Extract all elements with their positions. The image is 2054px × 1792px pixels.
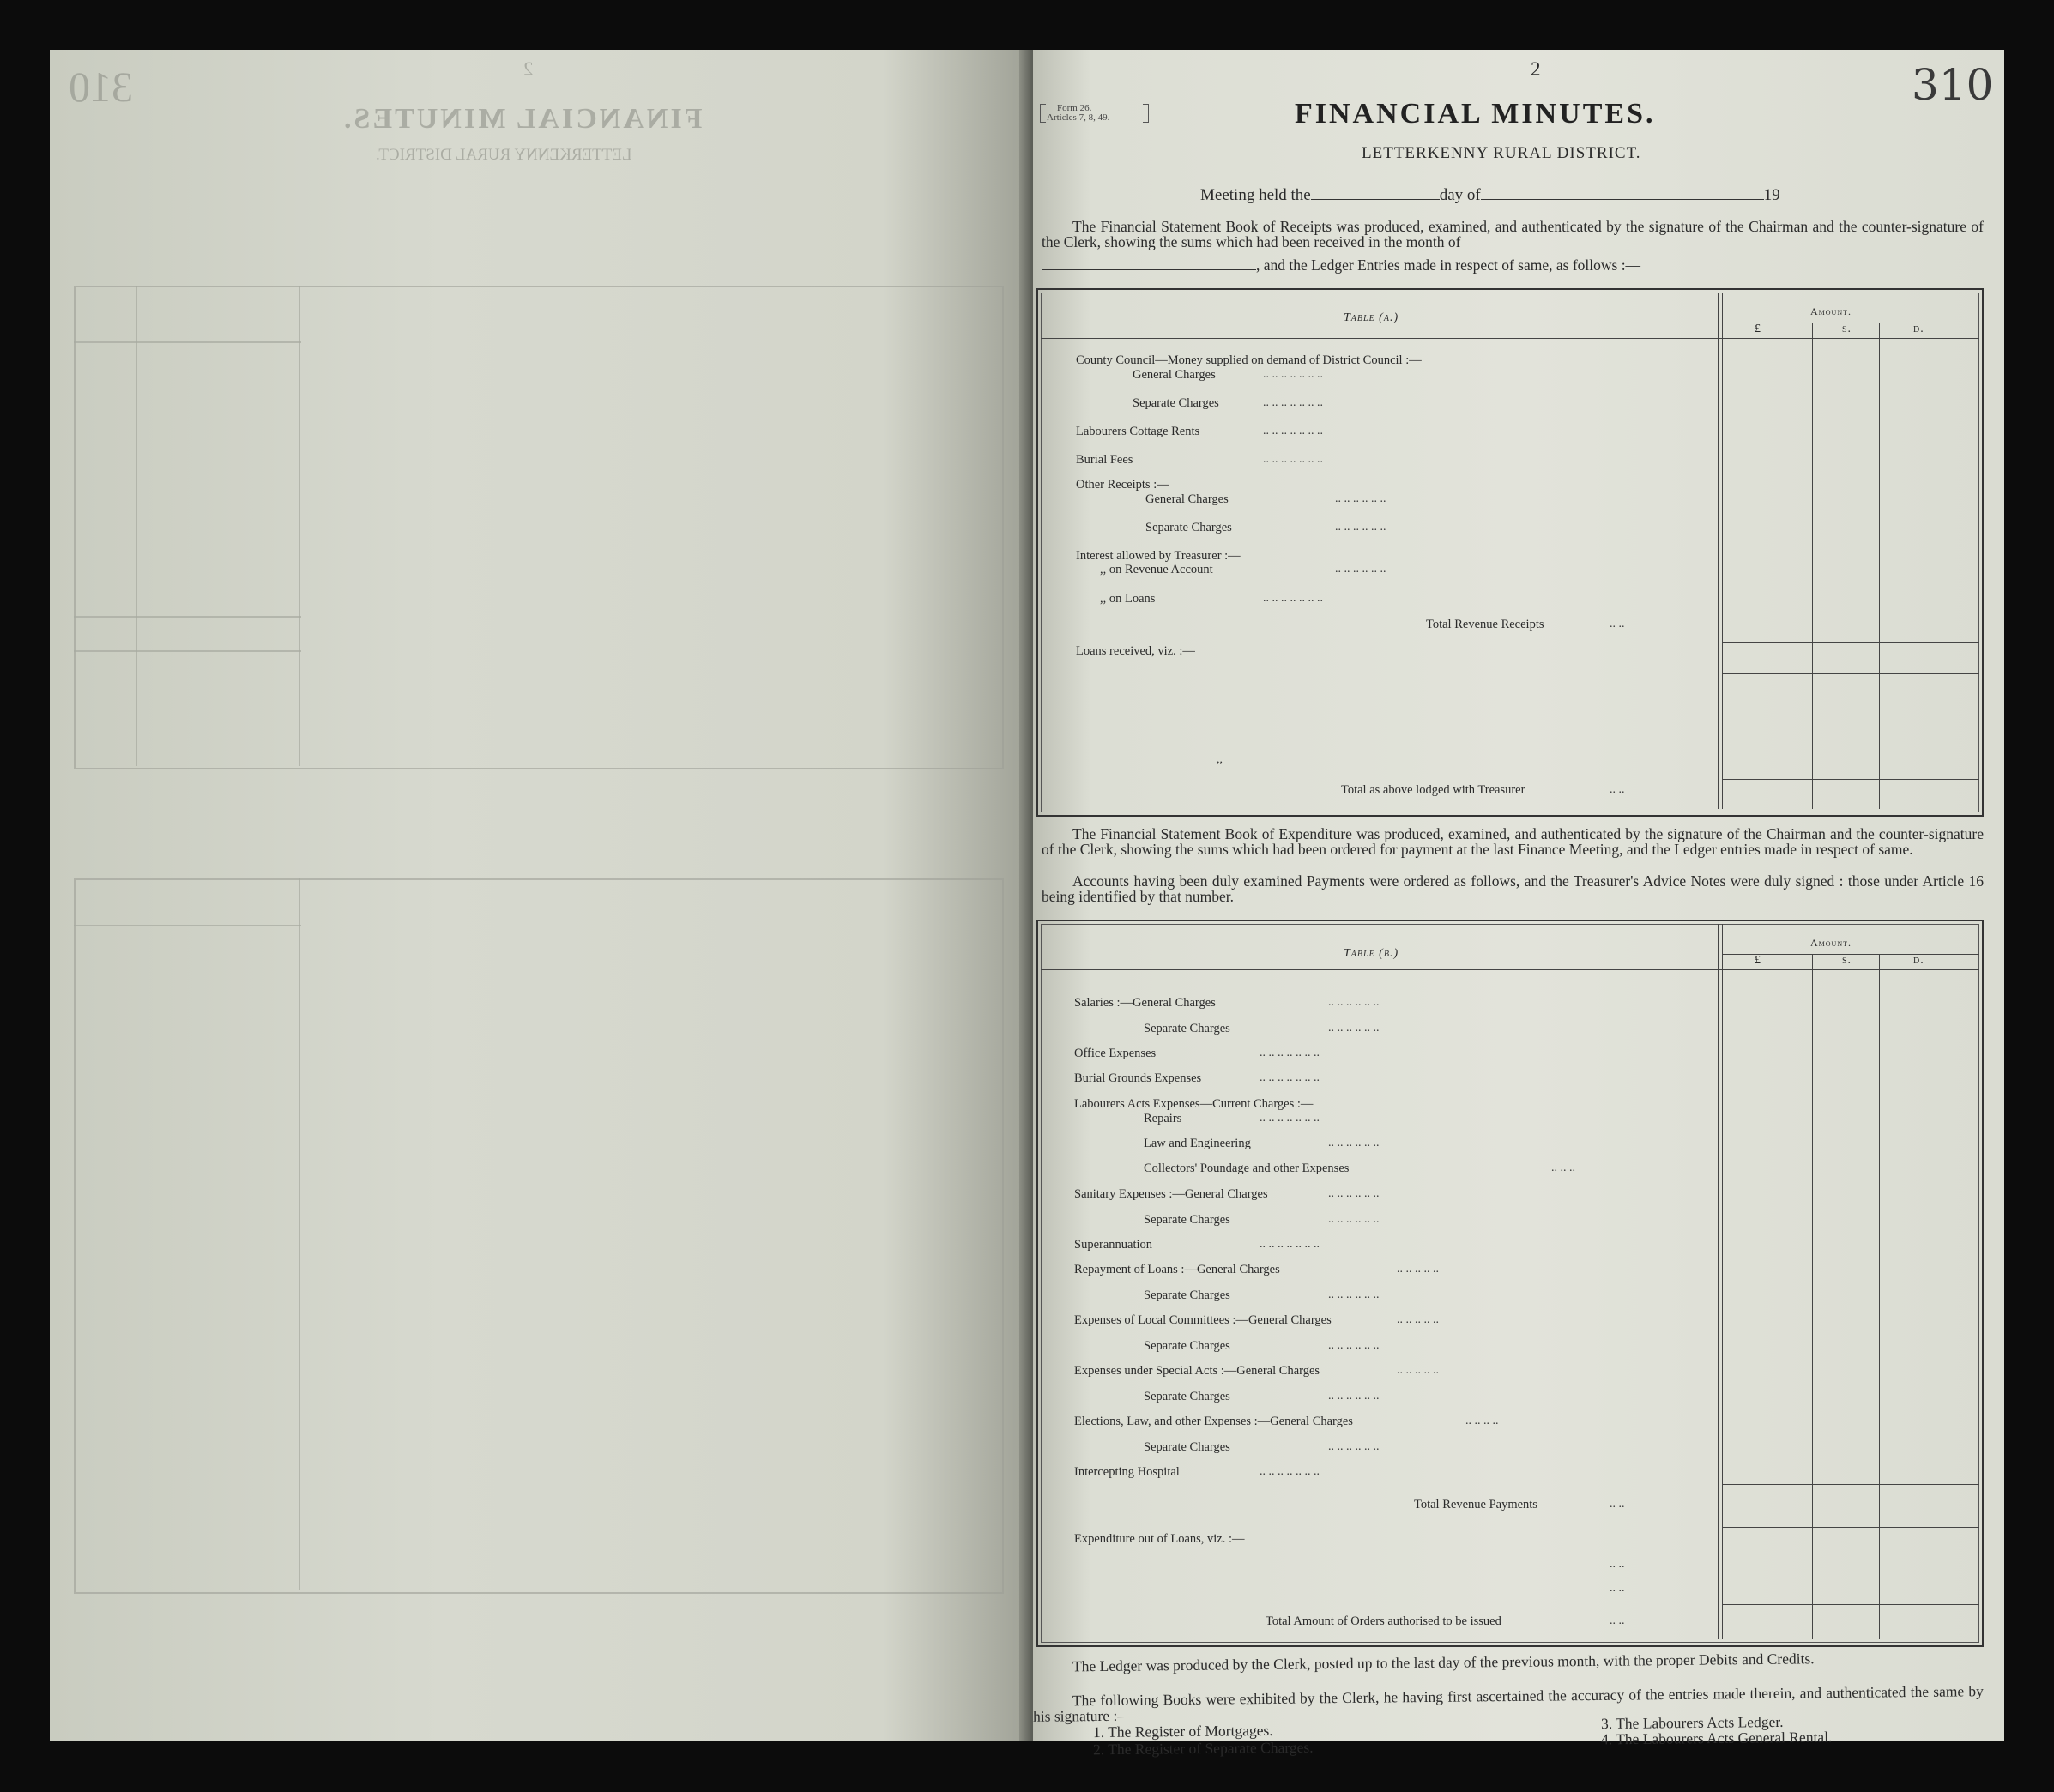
table-b-row: Separate Charges xyxy=(1144,1022,1230,1035)
table-a-pence-header: d. xyxy=(1913,323,1924,335)
table-a-leader: ,, xyxy=(1217,753,1223,766)
table-b-row: Repairs xyxy=(1144,1112,1182,1125)
table-a-row: General Charges xyxy=(1133,368,1216,382)
table-b-pence-header: d. xyxy=(1913,954,1924,967)
table-b: Table (b.) Amount. £ s. d. Salaries :—General Charges .. .. .. .. .. .. Separate Charges .. .. .. .. .. .. Office Expenses .. .. .. .. .. .. .. Burial Grounds Expenses .. .. .. .. .. .. .. Labourers Acts Expenses—Current Charges :— Repairs .. .. .. .. .. .. .. Law and Engineering .. .. .. .. .. .. Collectors' Poundage and other Expenses .. .. .. Sanitary Expenses :—General Charges .. .. .. .. .. .. Separate Charges .. .. .. .. .. .. Superannuation .. .. .. .. .. .. .. Repayment of Loans :—General Charges .. .. .. .. .. Separate Charges .. .. .. .. .. .. Expenses of Local Committees :—General Charges .. .. .. .. .. Separate Charges .. .. .. .. .. .. Expenses under Special Acts :—General Charges .. .. .. .. .. Separate Charges .. .. .. .. .. .. Elections, Law, and other Expenses :—General Charges .. .. .. .. Separate Charges .. .. .. .. .. .. Intercepting Hospital .. .. .. .. .. .. .. Total Revenue Payments .. .. Expenditure out of Loans, viz. :— .. .. .. .. Total Amount of Orders authorised to be issued .. .. xyxy=(1036,920,1984,1647)
meeting-year-blank[interactable] xyxy=(1780,186,1784,200)
form-reference xyxy=(1047,104,1109,123)
total-lodged-with-treasurer: Total as above lodged with Treasurer xyxy=(1341,783,1525,797)
expenditure-out-of-loans: Expenditure out of Loans, viz. :— xyxy=(1074,1532,1245,1546)
table-a-leader: .. .. .. .. .. .. .. xyxy=(1263,368,1323,381)
total-orders-authorised: Total Amount of Orders authorised to be issued xyxy=(1266,1614,1501,1628)
right-page xyxy=(1033,50,2004,1759)
table-a xyxy=(1036,288,1984,817)
meeting-year: 19 xyxy=(1763,186,1780,204)
table-a-leader: .. .. .. .. .. .. .. xyxy=(1263,592,1323,605)
table-b-row: Collectors' Poundage and other Expenses xyxy=(1144,1161,1350,1175)
left-page-number-ghost: 310 xyxy=(69,63,133,111)
table-b-pounds-header: £ xyxy=(1755,954,1761,967)
table-a-leader: .. .. .. .. .. .. .. xyxy=(1263,453,1323,466)
meeting-day-of: day of xyxy=(1439,186,1481,204)
form-articles: Articles 7, 8, 49. xyxy=(1047,112,1110,123)
table-b-row: Separate Charges xyxy=(1144,1390,1230,1403)
total-revenue-payments: Total Revenue Payments xyxy=(1414,1498,1537,1511)
table-a-row: General Charges xyxy=(1145,492,1229,506)
left-table-a-ghost xyxy=(74,286,1004,769)
table-a-row: Separate Charges xyxy=(1133,396,1219,410)
page-heading: FINANCIAL MINUTES. xyxy=(1295,98,1656,130)
table-b-title: Table (b.) xyxy=(1344,947,1399,960)
left-heading-ghost: FINANCIAL MINUTES. xyxy=(341,103,703,135)
accounts-paragraph: Accounts having been duly examined Payments were ordered as follows, and the Treasurer's Advice Notes were duly signed : those under Article 16 being identified by that number. xyxy=(1042,872,1984,905)
table-a-title: Table (a.) xyxy=(1344,311,1399,324)
table-b-row: Intercepting Hospital xyxy=(1074,1465,1180,1479)
table-b-row: Expenses under Special Acts :—General Charges xyxy=(1074,1364,1320,1378)
table-a-leader: .. .. .. .. .. .. xyxy=(1335,563,1386,576)
meeting-day-blank[interactable] xyxy=(1311,185,1440,200)
table-a-shillings-header: s. xyxy=(1842,323,1852,335)
table-b-amount-header: Amount. xyxy=(1810,937,1852,949)
table-b-row: Law and Engineering xyxy=(1144,1137,1251,1150)
table-a-leader: .. .. .. .. .. .. .. xyxy=(1263,396,1323,409)
table-a-row: ,, on Revenue Account xyxy=(1100,563,1213,576)
table-b-row: Salaries :—General Charges xyxy=(1074,996,1216,1010)
table-a-row: Other Receipts :— xyxy=(1076,478,1169,492)
table-b-row: Elections, Law, and other Expenses :—General Charges xyxy=(1074,1415,1353,1428)
table-a-row: Labourers Cottage Rents xyxy=(1076,425,1200,438)
table-a-amount-header: Amount. xyxy=(1810,305,1852,317)
left-page xyxy=(50,50,1030,1741)
table-b-shillings-header: s. xyxy=(1842,954,1852,967)
expenditure-paragraph: The Financial Statement Book of Expenditure was produced, examined, and authenticated by the signature of the Chairman and the counter-signature of the Clerk, showing the sums which had been ordered for payment at the last Finance Meeting, and the Ledger entries made in respect of same. xyxy=(1042,825,1984,858)
receipts-tail-text: , and the Ledger Entries made in respect of same, as follows :— xyxy=(1256,256,1641,274)
table-b-row: Office Expenses xyxy=(1074,1047,1157,1060)
receipts-paragraph-tail xyxy=(1042,256,1640,275)
table-b-row: Separate Charges xyxy=(1144,1213,1230,1227)
table-a-leader: .. .. .. .. .. .. .. xyxy=(1263,425,1323,437)
table-a-row: Burial Fees xyxy=(1076,453,1133,467)
book-list-item: 1. The Register of Mortgages. xyxy=(1092,1721,1273,1741)
table-b-row: Separate Charges xyxy=(1144,1440,1230,1454)
table-b-row: Sanitary Expenses :—General Charges xyxy=(1074,1187,1268,1201)
table-a-pounds-header: £ xyxy=(1755,323,1761,335)
table-a-leader: .. .. xyxy=(1610,618,1625,631)
table-b-row: Superannuation xyxy=(1074,1238,1153,1252)
district-name: LETTERKENNY RURAL DISTRICT. xyxy=(1362,144,1641,162)
month-blank[interactable] xyxy=(1042,256,1256,270)
table-a-leader: .. .. .. .. .. .. xyxy=(1335,492,1386,505)
table-b-row: Expenses of Local Committees :—General Charges xyxy=(1074,1313,1332,1327)
ledger-paragraph: The Ledger was produced by the Clerk, posted up to the last day of the previous month, with the proper Debits and Credits. xyxy=(1072,1650,1815,1675)
left-subheading-ghost: LETTERKENNY RURAL DISTRICT. xyxy=(376,146,632,164)
receipts-paragraph: The Financial Statement Book of Receipts was produced, examined, and authenticated by the signature of the Chairman and the counter-signature of the Clerk, showing the sums which had been received in the month of xyxy=(1042,218,1984,250)
books-paragraph: The following Books were exhibited by the Clerk, he having first ascertained the accuracy of the entries made therein, and authenticated the same by his signature :— xyxy=(1033,1682,1984,1725)
left-small-number-ghost: 2 xyxy=(523,58,534,80)
table-a-row: County Council—Money supplied on demand of District Council :— xyxy=(1076,353,1422,367)
table-a-row: Separate Charges xyxy=(1145,521,1232,534)
form-number: Form 26. xyxy=(1057,103,1092,113)
loans-received: Loans received, viz. :— xyxy=(1076,644,1195,658)
table-b-row: Separate Charges xyxy=(1144,1339,1230,1353)
book-list-item: 3. The Labourers Acts Ledger. xyxy=(1600,1712,1784,1733)
ledger-book xyxy=(50,50,2004,1759)
total-revenue-receipts: Total Revenue Receipts xyxy=(1426,618,1544,631)
meeting-prefix: Meeting held the xyxy=(1200,186,1311,204)
left-table-b-ghost xyxy=(74,878,1004,1594)
table-b-row: Separate Charges xyxy=(1144,1288,1230,1302)
table-b-row: Labourers Acts Expenses—Current Charges :— xyxy=(1074,1097,1314,1111)
book-list-item: 2. The Register of Separate Charges. xyxy=(1092,1738,1314,1759)
meeting-line xyxy=(1200,185,1784,205)
table-a-leader: .. .. .. .. .. .. xyxy=(1335,521,1386,534)
table-b-row: Burial Grounds Expenses xyxy=(1074,1071,1202,1085)
table-a-row: ,, on Loans xyxy=(1100,592,1156,606)
book-list-item: 4. The Labourers Acts General Rental. xyxy=(1600,1728,1833,1748)
small-page-number: 2 xyxy=(1531,58,1541,80)
table-b-row: Repayment of Loans :—General Charges xyxy=(1074,1263,1280,1276)
meeting-month-blank[interactable] xyxy=(1481,185,1764,200)
table-a-leader: .. .. xyxy=(1610,783,1625,796)
page-number: 310 xyxy=(1912,60,1994,110)
table-a-row: Interest allowed by Treasurer :— xyxy=(1076,549,1241,563)
